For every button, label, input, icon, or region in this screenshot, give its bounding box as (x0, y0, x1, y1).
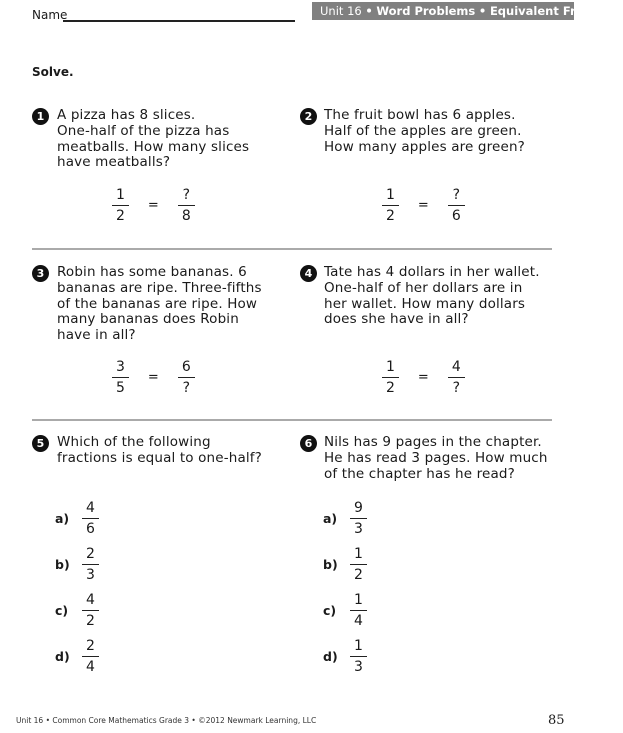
equation (112, 187, 195, 224)
text-line: Which of the following (57, 434, 211, 450)
unit-banner (312, 2, 623, 20)
fraction-bar (178, 377, 195, 378)
fraction-bar (112, 205, 129, 206)
fraction-bar (178, 205, 195, 206)
problem-text (57, 265, 262, 344)
fraction (448, 187, 465, 224)
answer-option-a[interactable] (55, 500, 99, 537)
problem-number: 3 (32, 265, 49, 282)
numerator: 1 (386, 359, 395, 375)
problem-text (324, 108, 525, 155)
equals-sign: = (417, 370, 429, 385)
equals-sign: = (417, 198, 429, 213)
denominator: 3 (354, 659, 363, 675)
fraction-bar (350, 610, 367, 611)
fraction-bar (82, 656, 99, 657)
denominator: 6 (86, 521, 95, 537)
problem-text (57, 108, 249, 171)
denominator: 5 (116, 380, 125, 396)
banner-bullet: • (478, 4, 487, 18)
fraction (82, 638, 99, 675)
fraction (178, 359, 195, 396)
fraction (350, 500, 367, 537)
denominator: 6 (451, 208, 461, 224)
denominator: 4 (86, 659, 95, 675)
text-line: He has read 3 pages. How much (324, 449, 548, 466)
name-label: Name (32, 8, 68, 22)
numerator: 6 (181, 359, 191, 375)
option-label: d) (323, 649, 338, 664)
denominator: 3 (86, 567, 95, 583)
subtopic-label: Equivalent Fractions (489, 4, 623, 18)
numerator: 1 (354, 546, 363, 562)
text-line: have meatballs? (57, 154, 171, 171)
fraction-bar (350, 656, 367, 657)
denominator: ? (452, 380, 460, 396)
fraction-bar (448, 377, 465, 378)
numerator: 1 (116, 187, 125, 203)
fraction (350, 592, 367, 629)
numerator: 3 (116, 359, 125, 375)
answer-option-c[interactable] (55, 592, 99, 629)
denominator: 2 (354, 567, 363, 583)
text-line: have in all? (57, 327, 136, 344)
numerator: 1 (386, 187, 395, 203)
answer-option-d[interactable] (323, 638, 367, 675)
equation (112, 359, 195, 396)
text-line: of the bananas are ripe. How (57, 295, 258, 312)
problem-number: 5 (32, 435, 49, 452)
fraction (448, 359, 465, 396)
text-line: bananas are ripe. Three-fifths (57, 279, 262, 296)
equals-sign: = (147, 198, 159, 213)
denominator: 8 (181, 208, 191, 224)
fraction-bar (82, 610, 99, 611)
denominator: ? (182, 380, 190, 396)
numerator: 9 (354, 500, 363, 516)
answer-option-a[interactable] (323, 500, 367, 537)
option-label: a) (323, 511, 338, 526)
denominator: 2 (386, 380, 395, 396)
option-label: c) (55, 603, 69, 618)
problem-number: 1 (32, 108, 49, 125)
page-number: 85 (548, 713, 565, 728)
numerator: 4 (451, 359, 461, 375)
fraction-bar (350, 518, 367, 519)
fraction (82, 500, 99, 537)
unit-label: Unit 16 (320, 4, 362, 18)
problem-text (57, 435, 262, 467)
text-line: Tate has 4 dollars in her wallet. (324, 264, 540, 280)
instructions: Solve. (32, 65, 74, 79)
denominator: 3 (354, 521, 363, 537)
option-label: c) (323, 603, 337, 618)
topic-label: Word Problems (376, 4, 476, 18)
answer-option-b[interactable] (55, 546, 99, 583)
text-line: Nils has 9 pages in the chapter. (324, 434, 542, 450)
problem-number: 2 (300, 108, 317, 125)
text-line: One-half of the pizza has (57, 122, 230, 139)
fraction-bar (382, 377, 399, 378)
fraction-bar (112, 377, 129, 378)
text-line: many bananas does Robin (57, 311, 239, 328)
section-divider (32, 248, 552, 250)
banner-bullet: • (365, 4, 373, 18)
text-line: Half of the apples are green. (324, 122, 522, 139)
fraction-bar (382, 205, 399, 206)
section-divider (32, 419, 552, 421)
text-line: Robin has some bananas. 6 (57, 264, 247, 280)
numerator: 4 (86, 592, 95, 608)
fraction (82, 592, 99, 629)
answer-option-d[interactable] (55, 638, 99, 675)
numerator: 2 (86, 638, 95, 654)
denominator: 2 (116, 208, 125, 224)
fraction (382, 187, 399, 224)
numerator: ? (182, 187, 190, 203)
numerator: 1 (354, 592, 363, 608)
fraction (112, 359, 129, 396)
denominator: 2 (386, 208, 395, 224)
answer-option-c[interactable] (323, 592, 367, 629)
name-write-line[interactable] (63, 20, 295, 22)
fraction (178, 187, 195, 224)
equation (382, 187, 465, 224)
denominator: 2 (86, 613, 95, 629)
text-line: meatballs. How many slices (57, 138, 250, 155)
text-line: The fruit bowl has 6 apples. (324, 107, 516, 123)
fraction-bar (82, 564, 99, 565)
text-line: her wallet. How many dollars (324, 295, 526, 312)
text-line: of the chapter has he read? (324, 465, 515, 482)
fraction-bar (350, 564, 367, 565)
numerator: 2 (86, 546, 95, 562)
fraction (350, 638, 367, 675)
fraction-bar (82, 518, 99, 519)
answer-option-b[interactable] (323, 546, 367, 583)
denominator: 4 (354, 613, 363, 629)
text-line: One-half of her dollars are in (324, 279, 523, 296)
fraction-bar (448, 205, 465, 206)
problem-text (324, 265, 540, 328)
equals-sign: = (147, 370, 159, 385)
numerator: ? (452, 187, 460, 203)
fraction (382, 359, 399, 396)
text-line: does she have in all? (324, 311, 469, 328)
problem-text (324, 435, 548, 482)
numerator: 1 (354, 638, 363, 654)
option-label: a) (55, 511, 70, 526)
option-label: d) (55, 649, 70, 664)
option-label: b) (55, 557, 70, 572)
problem-number: 6 (300, 435, 317, 452)
text-line: How many apples are green? (324, 138, 525, 155)
equation (382, 359, 465, 396)
fraction (350, 546, 367, 583)
text-line: A pizza has 8 slices. (57, 107, 196, 123)
footer-credits: Unit 16 • Common Core Mathematics Grade 3 • ©2012 Newmark Learning, LLC (16, 716, 317, 725)
option-label: b) (323, 557, 338, 572)
problem-number: 4 (300, 265, 317, 282)
numerator: 4 (86, 500, 95, 516)
fraction (112, 187, 129, 224)
text-line: fractions is equal to one-half? (57, 449, 262, 466)
fraction (82, 546, 99, 583)
